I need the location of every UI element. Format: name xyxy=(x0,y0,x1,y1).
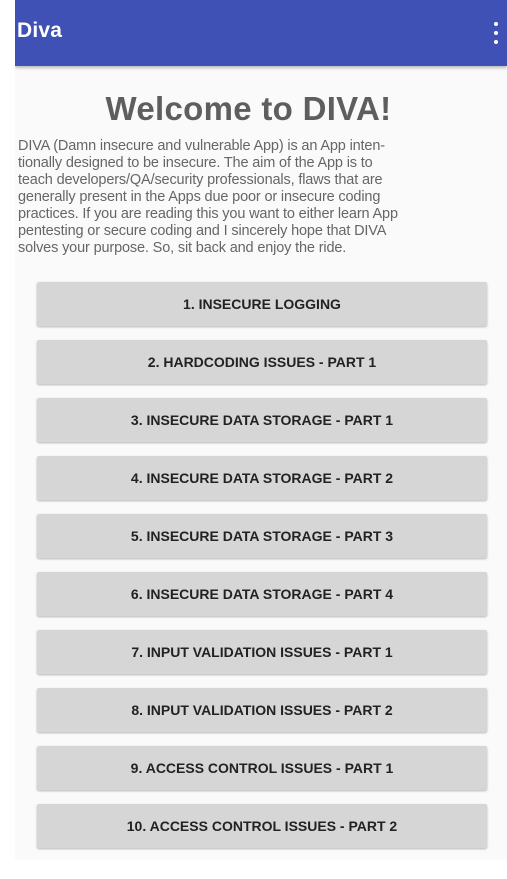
intro-line: generally present in the Apps due poor or insecure coding xyxy=(18,189,381,205)
menu-dot xyxy=(494,31,498,35)
overflow-menu-icon[interactable] xyxy=(489,20,503,46)
intro-line: solves your purpose. So, sit back and enjoy the ride. xyxy=(18,240,347,256)
input-validation-part1-button[interactable]: 7. INPUT VALIDATION ISSUES - PART 1 xyxy=(37,630,487,674)
input-validation-part2-button[interactable]: 8. INPUT VALIDATION ISSUES - PART 2 xyxy=(37,688,487,732)
intro-line: teach developers/QA/security professionals, flaws that are xyxy=(18,172,383,188)
intro-line: pentesting or secure coding and I sincerely hope that DIVA xyxy=(18,223,387,239)
insecure-data-storage-part2-button[interactable]: 4. INSECURE DATA STORAGE - PART 2 xyxy=(37,456,487,500)
intro-paragraph xyxy=(18,138,488,257)
intro-line: practices. If you are reading this you want to either learn App xyxy=(18,206,398,222)
app-screen xyxy=(15,0,507,860)
insecure-data-storage-part3-button[interactable]: 5. INSECURE DATA STORAGE - PART 3 xyxy=(37,514,487,558)
app-title: Diva xyxy=(17,19,63,42)
welcome-title: Welcome to DIVA! xyxy=(105,90,392,127)
insecure-logging-button[interactable]: 1. INSECURE LOGGING xyxy=(37,282,487,326)
insecure-data-storage-part4-button[interactable]: 6. INSECURE DATA STORAGE - PART 4 xyxy=(37,572,487,616)
intro-line: tionally designed to be insecure. The aim of the App is to xyxy=(18,155,373,171)
intro-line: DIVA (Damn insecure and vulnerable App) is an App inten- xyxy=(18,138,385,154)
app-bar xyxy=(15,0,507,66)
access-control-part1-button[interactable]: 9. ACCESS CONTROL ISSUES - PART 1 xyxy=(37,746,487,790)
access-control-part2-button[interactable]: 10. ACCESS CONTROL ISSUES - PART 2 xyxy=(37,804,487,848)
menu-dot xyxy=(494,22,498,26)
insecure-data-storage-part1-button[interactable]: 3. INSECURE DATA STORAGE - PART 1 xyxy=(37,398,487,442)
hardcoding-issues-part1-button[interactable]: 2. HARDCODING ISSUES - PART 1 xyxy=(37,340,487,384)
menu-dot xyxy=(494,40,498,44)
